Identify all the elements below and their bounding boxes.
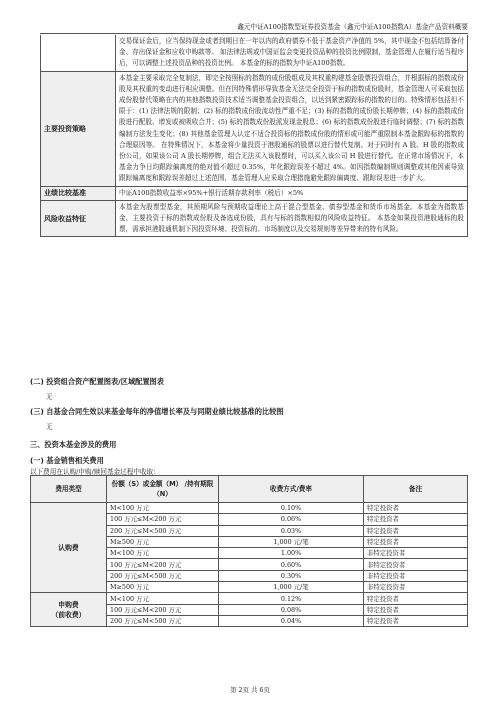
product-summary-table — [40, 35, 468, 237]
rate-cell: 0.10% — [219, 503, 364, 514]
note-cell: 非特定投资者 — [364, 582, 468, 593]
rate-cell: 0.06% — [219, 514, 364, 525]
note-cell: 特定投资者 — [364, 514, 468, 525]
section-asset-allocation-note: 无 — [46, 393, 53, 401]
investment-scope-text: 交易保证金后，应当保持现金或者到期日在一年以内的政府债券不低于基金资产净值的 5%，其中现金不包括结算备付金、存出保证金和应收申购款等。 如法律法规或中国证监会变更投资品种的投资比例限制，基金管理人在履行适当程序后，可以调整上述投资品种的投资比例。 本基金的标的指数为中证A100指数。 — [116, 35, 468, 71]
rate-cell: 1,000 元/笔 — [219, 536, 364, 547]
note-cell: 特定投资者 — [364, 536, 468, 547]
note-cell: 非特定投资者 — [364, 559, 468, 570]
rate-cell: 0.30% — [219, 570, 364, 581]
page-header: 鑫元中证A100指数型证券投资基金（鑫元中证A100指数A）基金产品资料概要 — [40, 22, 468, 34]
header-amount: 份额（S）或金额（M） /持有期限（N） — [107, 476, 219, 503]
section-performance-chart-note: 无 — [46, 423, 53, 431]
rate-cell: 0.04% — [219, 615, 364, 626]
section-fees-title: 三、投资本基金涉及的费用 — [30, 440, 117, 449]
section-performance-chart-title: (三) 自基金合同生效以来基金每年的净值增长率及与同期业绩比较基准的比较图 — [30, 407, 284, 416]
section-asset-allocation-title: (二) 投资组合资产配置图表/区域配置图表 — [30, 377, 164, 386]
page-footer: 第 2页 共 6页 — [230, 686, 270, 694]
amount-cell: 100 万元≤M<200 万元 — [107, 514, 219, 525]
risk-return-text: 本基金为股票型基金，其预期风险与预期收益理论上高于混合型基金、债券型基金和货币市场基金。本基金为指数基金，主要投资于标的指数成份股及备选成份股，具有与标的指数相似的风险收益特征。 本基金如果投资港股通标的股票，需承担港股通机制下因投资环境、投资标的、市场制度以及交易规则等差异带来的特有风险。 — [116, 200, 468, 237]
purchase-fee-label-main: 申购费 — [58, 600, 79, 609]
note-cell: 特定投资者 — [364, 525, 468, 536]
strategy-row — [41, 71, 468, 186]
purchase-fee-label-sub: （前收费） — [51, 610, 86, 619]
note-cell: 特定投资者 — [364, 593, 468, 604]
rate-cell: 0.60% — [219, 559, 364, 570]
benchmark-label: 业绩比较基准 — [41, 186, 116, 200]
risk-return-row — [41, 200, 468, 237]
note-cell: 非特定投资者 — [364, 570, 468, 581]
amount-cell: M<100 万元 — [107, 503, 219, 514]
rate-cell: 0.03% — [219, 525, 364, 536]
amount-cell: 200 万元≤M<500 万元 — [107, 570, 219, 581]
amount-cell: M<100 万元 — [107, 593, 219, 604]
purchase-fee-label — [31, 593, 107, 627]
rate-cell: 1,000 元/笔 — [219, 582, 364, 593]
note-cell: 非特定投资者 — [364, 548, 468, 559]
benchmark-row — [41, 186, 468, 200]
risk-return-label: 风险收益特征 — [41, 200, 116, 237]
rate-cell: 1.00% — [219, 548, 364, 559]
subscription-fee-label: 认购费 — [31, 503, 107, 593]
section-sales-fees-title: (一) 基金销售相关费用 — [30, 456, 104, 465]
amount-cell: 200 万元≤M<500 万元 — [107, 615, 219, 626]
amount-cell: M≥500 万元 — [107, 536, 219, 547]
rate-cell: 0.12% — [219, 593, 364, 604]
amount-cell: 100 万元≤M<200 万元 — [107, 559, 219, 570]
amount-cell: 100 万元≤M<200 万元 — [107, 604, 219, 615]
header-note: 备注 — [364, 476, 468, 503]
amount-cell: M≥500 万元 — [107, 582, 219, 593]
sales-fees-intro: 以下费用在认购/申购/赎回基金过程中收取： — [30, 468, 160, 476]
note-cell: 特定投资者 — [364, 503, 468, 514]
rate-cell: 0.08% — [219, 604, 364, 615]
strategy-label: 主要投资策略 — [41, 71, 116, 186]
header-rate: 收费方式/费率 — [219, 476, 364, 503]
header-fee-type: 费用类型 — [31, 476, 107, 503]
note-cell: 特定投资者 — [364, 604, 468, 615]
table-row — [31, 593, 468, 604]
note-cell: 特定投资者 — [364, 615, 468, 626]
investment-scope-continuation-row — [41, 35, 468, 71]
fee-table — [30, 475, 468, 627]
amount-cell: 200 万元≤M<500 万元 — [107, 525, 219, 536]
benchmark-text: 中证A100指数收益率×95%+银行活期存款利率（税后）×5% — [116, 186, 468, 200]
empty-label-cell — [41, 35, 116, 71]
table-row — [31, 503, 468, 514]
strategy-text: 本基金主要采取完全复制法，即完全按照标的指数的成份股组成及其权重构建基金股票投资组合，并根据标的指数成份股及其权重的变动进行相应调整。但在因特殊情形导致基金无法完全投资于标的指数成份股时，基金管理人可采取包括成份股替代策略在内的其他指数投资技术适当调整基金投资组合，以达到紧密跟踪标的指数的目的。特殊情形包括但不限于：(1) 法律法规的限制；(2) 标的指数成份股流动性严重不足；(3) 标的指数的成份股长期停牌；(4) 标的指数成份股进行配股、增发或被吸收合并；(5) 标的指数成份股派发现金股息；(6) 标的指数成份股进行临时调整；(7) 标的指数编制方法发生变化；(8) 其他基金管理人认定不适合投资标的指数成份股的情形或可能严重限制本基金跟踪标的指数的合理原因等。 在特殊情况下，本基金将少量投资于港股通标的股票以进行替代复制。对于同时有 A 股、H 股的指数成份公司，如果该公司 A 股长期停牌，组合无法买入该股票时，可以买入该公司 H 股进行替代。在正常市场情况下，本基金力争日均跟踪偏离度的绝对值不超过 0.35%，年化跟踪误差不超过 4%。如因指数编制规则调整或其他因素导致跟踪偏离度和跟踪误差超过上述范围，基金管理人应采取合理措施避免跟踪偏离度、跟踪误差进一步扩大。 — [116, 71, 468, 186]
amount-cell: M<100 万元 — [107, 548, 219, 559]
fee-table-header — [31, 476, 468, 503]
